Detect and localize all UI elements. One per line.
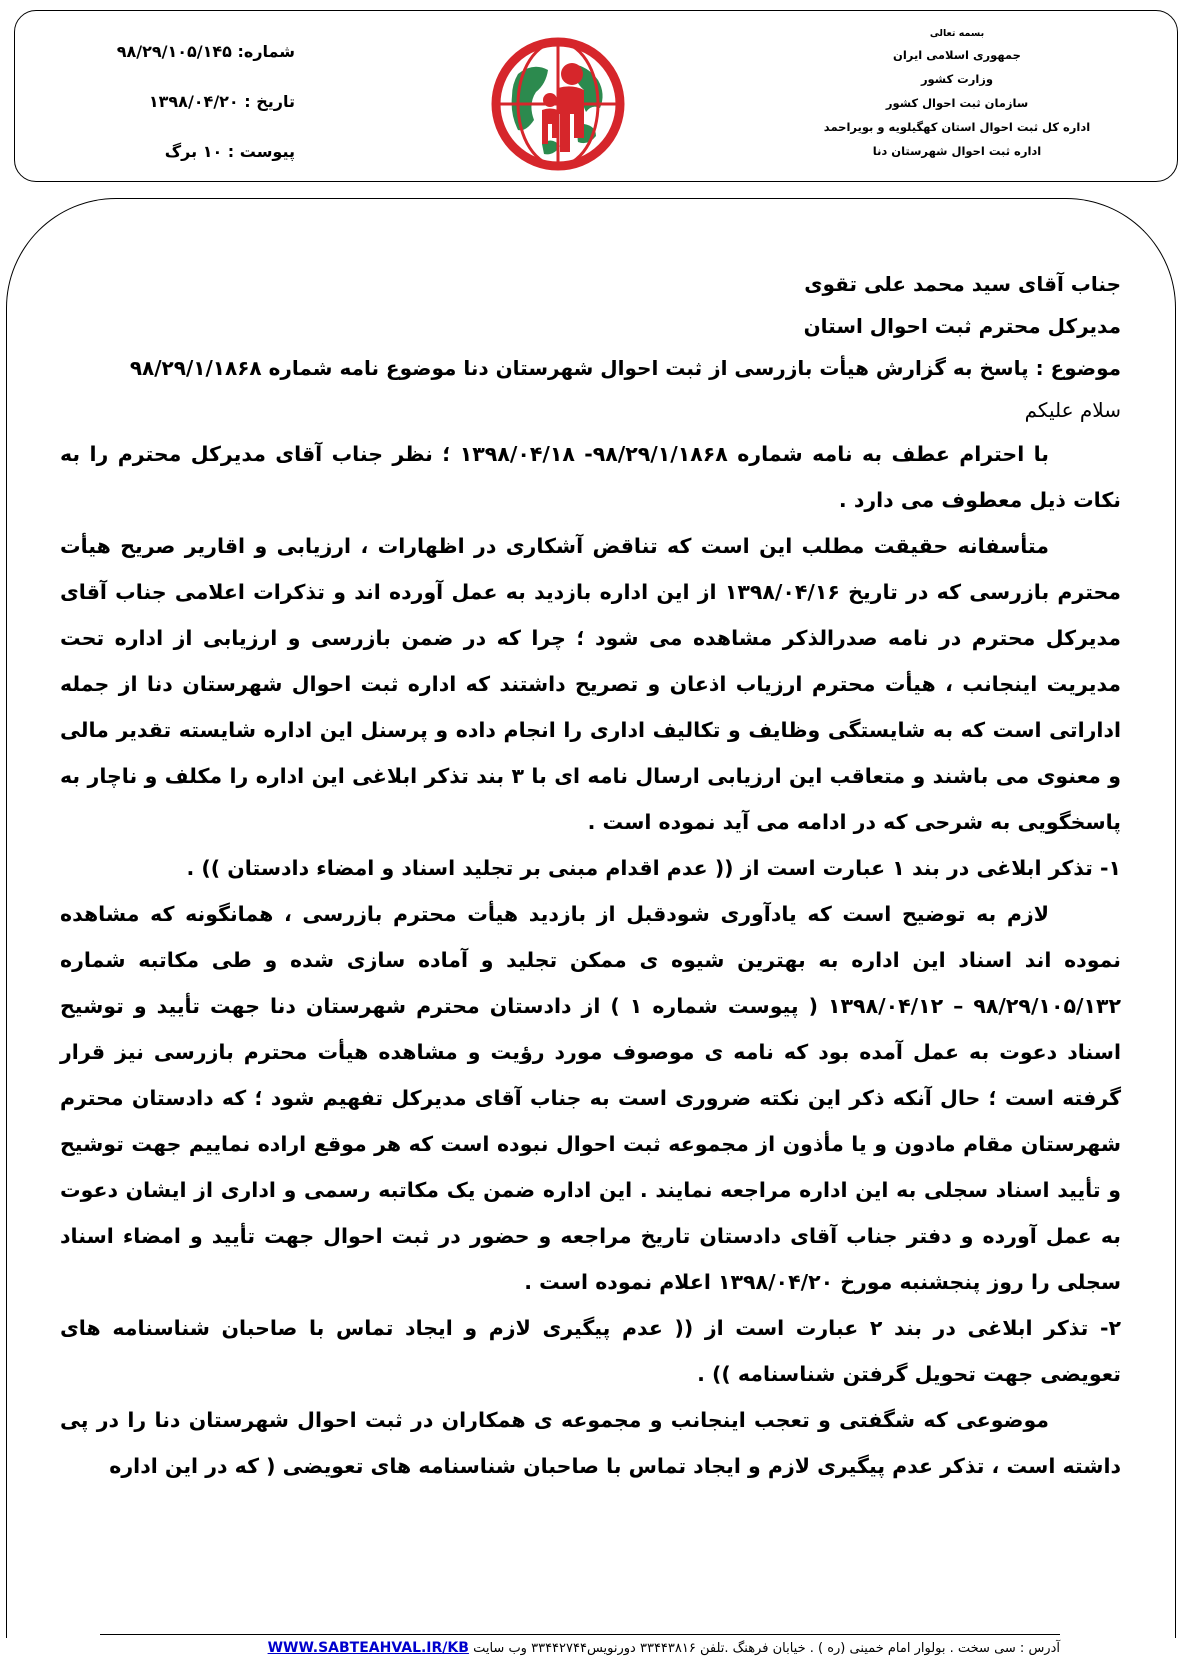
paragraph-item-1: ۱- تذکر ابلاغی در بند ۱ عبارت است از (( عدم اقدام مبنی بر تجلید اسناد و امضاء دادستان )) . [186, 856, 1121, 880]
org-line: اداره ثبت احوال شهرستان دنا [872, 144, 1042, 158]
org-line: وزارت کشور [920, 72, 994, 86]
paragraph-item-1-explanation: لازم به توضیح است که یادآوری شودقبل از بازدید هیأت محترم بازرسی ، همانگونه که مشاهده نموده اند اسناد این اداره به بهترین شیوه ی ممکن تجلید و آماده سازی شده و طی مکاتبه شماره ۹۸/۲۹/۱۰۵/۱۳۲ – ۱۳۹۸/۰۴/۱۲ ( پیوست شماره ۱ ) از دادستان محترم شهرستان دنا جهت تأیید و توشیح اسناد دعوت به عمل آمده بود که نامه ی موصوف مورد رؤیت و مشاهده هیأت محترم بازرسی نیز قرار گرفته است ؛ حال آنکه ذکر این نکته ضروری است به جناب آقای مدیرکل تفهیم شود ؛ که دادستان محترم شهرستان مقام مادون و یا مأذون از مجموعه ثبت احوال نبوده است که هر موقع اراده نماییم جهت توشیح و تأیید اسناد سجلی به این اداره مراجعه نمایند . این اداره ضمن یک مکاتبه رسمی و اداری از ایشان دعوت به عمل آورده و دفتر جناب آقای دادستان تاریخ مراجعه و حضور در ثبت احوال جهت تأیید و امضاء اسناد سجلی را روز پنجشنبه مورخ ۱۳۹۸/۰۴/۲۰ اعلام نموده است . [60, 902, 1121, 1294]
letter-content [60, 263, 1121, 1489]
recipient-title: مدیرکل محترم ثبت احوال استان [803, 314, 1121, 338]
organization-titles [807, 25, 1107, 163]
org-line: جمهوری اسلامی ایران [893, 48, 1021, 62]
letter-meta [55, 41, 295, 191]
letter-number: شماره: ۹۸/۲۹/۱۰۵/۱۴۵ [116, 42, 295, 61]
paragraph-item-2: ۲- تذکر ابلاغی در بند ۲ عبارت است از (( عدم پیگیری لازم و ایجاد تماس با صاحبان شناسنامه های تعویضی جهت تحویل گرفتن شناسنامه )) . [60, 1316, 1121, 1386]
letter-attachment: پیوست : ۱۰ برگ [164, 142, 295, 161]
letter-subject: موضوع : پاسخ به گزارش هیأت بازرسی از ثبت احوال شهرستان دنا موضوع نامه شماره ۹۸/۲۹/۱/۱۸۶۸ [129, 356, 1121, 380]
org-line: سازمان ثبت احوال کشور [885, 96, 1029, 110]
website-link[interactable]: WWW.SABTEAHVAL.IR/KB [267, 1640, 469, 1656]
paragraph-main: متأسفانه حقیقت مطلب این است که تناقض آشکاری در اظهارات ، ارزیابی و اقاریر صریح هیأت محترم بازرسی که در تاریخ ۱۳۹۸/۰۴/۱۶ از این اداره بازدید به عمل آورده اند و تذکرات اعلامی جناب آقای مدیرکل محترم در نامه صدرالذکر مشاهده می شود ؛ چرا که در ضمن بازرسی و ارزیابی از اداره تحت مدیریت اینجانب ، هیأت محترم ارزیاب اذعان و تصریح داشتند که اداره ثبت احوال شهرستان دنا از جمله اداراتی است که به شایستگی وظایف و تکالیف اداری را انجام داده و پرسنل این اداره شایسته تقدیر مالی و معنوی می باشند و متعاقب این ارزیابی ارسال نامه ای با ۳ بند تذکر ابلاغی این اداره را مکلف و ناچار به پاسخگویی به شرحی که در ادامه می آید نموده است . [60, 534, 1121, 834]
recipient-name: جناب آقای سید محمد علی تقوی [804, 272, 1121, 296]
paragraph-intro: با احترام عطف به نامه شماره ۹۸/۲۹/۱/۱۸۶۸- ۱۳۹۸/۰۴/۱۸ ؛ نظر جناب آقای مدیرکل محترم را به نکات ذیل معطوف می دارد . [60, 442, 1121, 512]
letter-date: تاریخ : ۱۳۹۸/۰۴/۲۰ [148, 92, 295, 111]
org-line: اداره کل ثبت احوال استان کهگیلویه و بویراحمد [823, 120, 1091, 134]
footer-address: آدرس : سی سخت . بولوار امام خمینی (ره ) . خیابان فرهنگ .تلفن ۳۳۴۴۳۸۱۶ دورنویس۳۳۴۴۲۷۴۴ وب سایت [473, 1641, 1060, 1656]
civil-registration-emblem-icon [488, 34, 628, 174]
footer [100, 1634, 1060, 1661]
org-line: بسمه تعالی [929, 28, 985, 39]
letterhead [14, 10, 1178, 182]
greeting: سلام علیکم [1024, 398, 1121, 422]
paragraph-item-2-explanation: موضوعی که شگفتی و تعجب اینجانب و مجموعه ی همکاران در ثبت احوال شهرستان دنا را در پی داشته است ، تذکر عدم پیگیری لازم و ایجاد تماس با صاحبان شناسنامه های تعویضی ( که در این اداره [60, 1408, 1121, 1478]
